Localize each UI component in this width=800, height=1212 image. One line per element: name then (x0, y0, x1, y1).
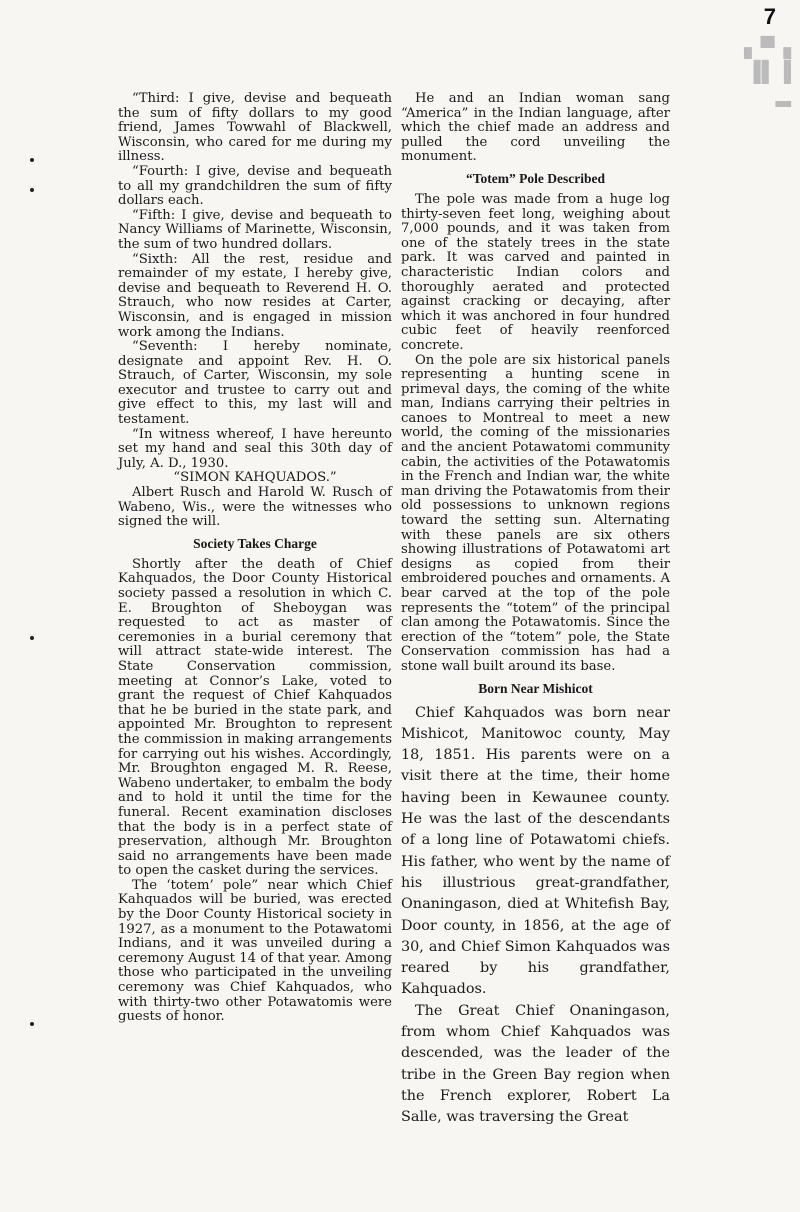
will-clause-third: “Third: I give, devise and bequeath the sum of fifty dollars to my good friend, James Towwahl of Blackwell, Wisconsin, who cared for me during my illness. (118, 91, 392, 165)
margin-dot (30, 158, 34, 162)
will-clause-fifth: “Fifth: I give, devise and bequeath to Nancy Williams of Marinette, Wisconsin, the sum of two hundred dollars. (118, 207, 392, 252)
margin-dot (30, 188, 34, 192)
margin-dot (30, 636, 34, 640)
pole-description-paragraph: The pole was made from a huge log thirty-seven feet long, weighing about 7,000 pounds, and it was taken from one of the stately trees in the state park. It was carved and painted in characteristic Indian colors and thoroughly aerated and protected against cracking or decaying, after which it was anchored in four hundred cubic feet of heavily reenforced concrete. (401, 191, 670, 353)
left-column (118, 92, 392, 1025)
section-heading-totem: “Totem” Pole Described (466, 170, 605, 186)
will-clause-sixth: “Sixth: All the rest, residue and remainder of my estate, I hereby give, devise and bequeath to Reverend H. O. Strauch, who now resides at Carter, Wisconsin, and is engaged in mission work among the Indians. (118, 251, 392, 340)
will-clause-seventh: “Seventh: I hereby nominate, designate and appoint Rev. H. O. Strauch, of Carter, Wisconsin, my sole executor and trustee to carry out and give effect to this, my last will and testament. (118, 339, 392, 428)
margin-dot (30, 1022, 34, 1026)
panels-paragraph: On the pole are six historical panels representing a hunting scene in primeval days, the coming of the white man, Indians carrying their peltries in canoes to Montreal to meet a new world, the coming of the missionaries and the ancient Potawatomi community cabin, the activities of the Potawatomis in the French and Indian war, the white man driving the Potawatomis from their old possessions to unknown regions toward the setting sun. Alternating with these panels are six others showing illustrations of Potawatomi art designs as copied from their embroidered pouches and ornaments. A bear carved at the top of the pole represents the “totem” of the principal clan among the Potawatomis. Since the erection of the “totem” pole, the State Conservation commission has had a stone wall built around its base. (401, 352, 670, 674)
section-heading-society: Society Takes Charge (193, 535, 317, 551)
totem-pole-paragraph: The ‘totem’ pole” near which Chief Kahquados will be buried, was erected by the Door County Historical society in 1927, as a monument to the Potawatomi Indians, and it was unveiled during a ceremony August 14 of that year. Among those who participated in the unveiling ceremony was Chief Kahquados, who with thirty-two other Potawatomis were guests of honor. (118, 877, 392, 1025)
section-heading-born: Born Near Mishicot (478, 680, 593, 696)
birth-section (401, 681, 670, 1129)
society-paragraph: Shortly after the death of Chief Kahquados, the Door County Historical society passed a resolution in which C. E. Broughton of Sheboygan was requested to act as master of ceremonies in a burial ceremony that will attract state-wide interest. The State Conservation commission, meeting at Connor’s Lake, voted to grant the request of Chief Kahquados that he be buried in the state park, and appointed Mr. Broughton to represent the commission in making arrangements for carrying out his wishes. Accordingly, Mr. Broughton engaged M. R. Reese, Wabeno undertaker, to embalm the body and to hold it until the time for the funeral. Recent examination discloses that the body is in a perfect state of preservation, although Mr. Broughton said no arrangements have been made to open the casket during the services. (118, 556, 392, 879)
right-column (401, 92, 670, 1129)
unveiling-paragraph: He and an Indian woman sang “America” in the Indian language, after which the chief made an address and pulled the cord unveiling the monument. (401, 91, 670, 165)
page-number-mark: 7 (763, 4, 776, 29)
witnesses-paragraph: Albert Rusch and Harold W. Rusch of Wabeno, Wis., were the witnesses who signed the will. (118, 485, 392, 530)
signature-line: “SIMON KAHQUADOS.” (173, 470, 337, 486)
birth-paragraph: Chief Kahquados was born near Mishicot, Manitowoc county, May 18, 1851. His parents were on a visit there at the time, their home having been in Kewaunee county. He was the last of the descendants of a long line of Potawatomi chiefs. His father, who went by the name of his illustrious great-grandfather, Onaningason, died at Whitefish Bay, Door county, in 1856, at the age of 30, and Chief Simon Kahquados was reared by his grandfather, Kahquados. (401, 704, 670, 998)
onaningason-paragraph: The Great Chief Onaningason, from whom Chief Kahquados was descended, was the leader of the tribe in the Green Bay region when the French explorer, Robert La Salle, was traversing the Great (401, 1002, 670, 1126)
witness-clause: “In witness whereof, I have hereunto set my hand and seal this 30th day of July, A. D., 1930. (118, 426, 392, 471)
pencil-annotation: ▖▀▗ ▐▌▐ ▂ (744, 37, 792, 107)
will-clause-fourth: “Fourth: I give, devise and bequeath to all my grandchildren the sum of fifty dollars each. (118, 163, 392, 209)
